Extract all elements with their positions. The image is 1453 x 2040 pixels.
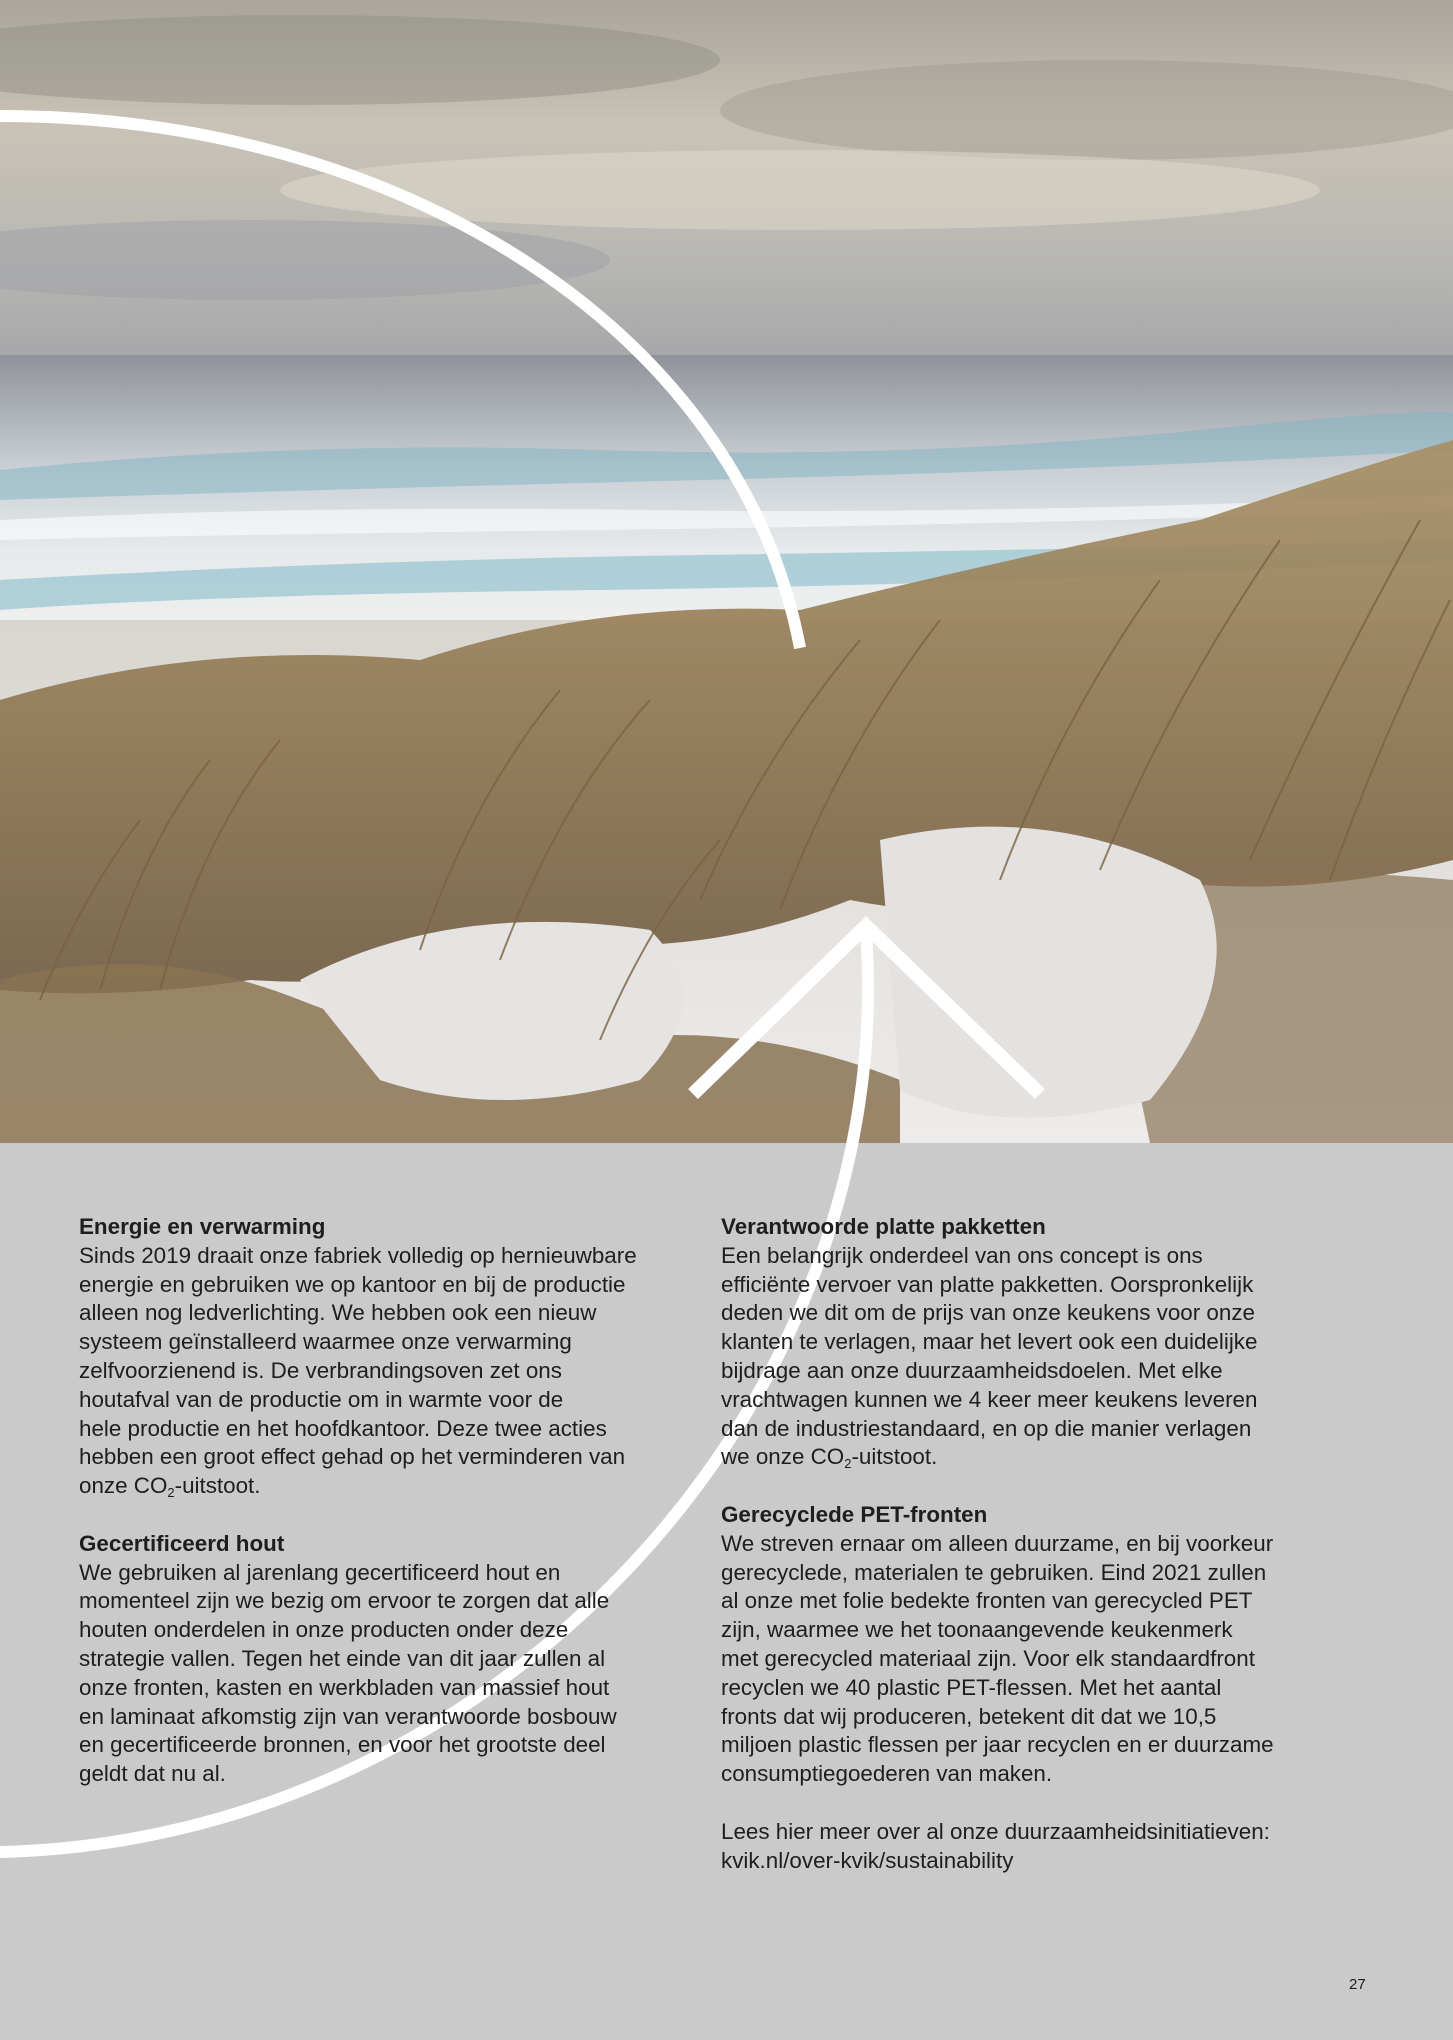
section-more-info — [721, 1818, 1341, 1876]
section-heading: Gecertificeerd hout — [79, 1530, 285, 1556]
section-body — [721, 1242, 1341, 1472]
section-pet — [721, 1501, 1341, 1789]
page-number: 27 — [1349, 1976, 1366, 1993]
more-info-intro: Lees hier meer over al onze duurzaamheidsinitiatieven: — [721, 1818, 1270, 1844]
right-column — [721, 1213, 1341, 1904]
body-text: Een belangrijk onderdeel van ons concept is ons efficiënte vervoer van platte pakketten. Oorspronkelijk deden we dit om de prijs van onze keukens voor onze klanten te verlagen, maar het levert ook een duidelijke bijdrage aan onze duurzaamheidsdoelen. Met elke vrachtwagen kunnen we 4 keer meer keukens leveren dan de industriestandaard, en op die manier verlagen we onze CO — [721, 1242, 1258, 1470]
section-body — [79, 1242, 699, 1501]
section-heading: Gerecyclede PET-fronten — [721, 1501, 988, 1527]
section-energie — [79, 1213, 699, 1501]
sustainability-link[interactable]: kvik.nl/over-kvik/sustainability — [721, 1847, 1014, 1873]
section-body: We gebruiken al jarenlang gecertificeerd hout en momenteel zijn we bezig om ervoor te zorgen dat alle houten onderdelen in onze producten onder deze strategie vallen. Tegen het einde van dit jaar zullen al onze fronten, kasten en werkbladen van massief hout en laminaat afkomstig zijn van verantwoorde bosbouw en gecertificeerde bronnen, en voor het grootste deel geldt dat nu al. — [79, 1559, 617, 1787]
subscript: 2 — [844, 1456, 852, 1472]
subscript: 2 — [167, 1485, 175, 1501]
section-heading: Verantwoorde platte pakketten — [721, 1214, 1046, 1239]
body-text: Sinds 2019 draait onze fabriek volledig op hernieuwbare energie en gebruiken we op kantoor en bij de productie alleen nog ledverlichting. We hebben ook een nieuw systeem geïnstalleerd waarmee onze verwarming zelfvoorzienend is. De verbrandingsoven zet ons houtafval van de productie om in warmte voor de hele productie en het hoofdkantoor. Deze twee acties hebben een groot effect gehad op het verminderen van onze CO — [79, 1242, 637, 1499]
body-text-end: -uitstoot. — [851, 1444, 938, 1470]
section-pakketten — [721, 1213, 1341, 1472]
section-hout — [79, 1530, 699, 1789]
section-heading: Energie en verwarming — [79, 1214, 326, 1239]
section-body: We streven ernaar om alleen duurzame, en bij voorkeur gerecyclede, materialen te gebruiken. Eind 2021 zullen al onze met folie bedekte fronten van gerecycled PET zijn, waarmee we het toonaangevende keukenmerk met gerecycled materiaal zijn. Voor elk standaardfront recyclen we 40 plastic PET-flessen. Met het aantal fronts dat wij produceren, betekent dit dat we 10,5 miljoen plastic flessen per jaar recyclen en er duurzame consumptiegoederen van maken. — [721, 1530, 1274, 1787]
body-text-end: -uitstoot. — [174, 1473, 261, 1499]
left-column — [79, 1213, 699, 1818]
